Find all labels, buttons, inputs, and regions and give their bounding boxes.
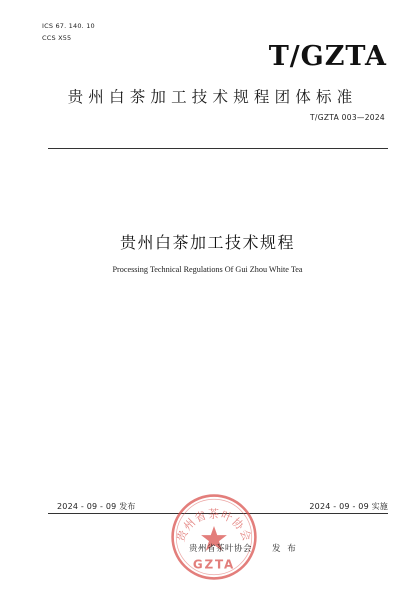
- issue-date: 2024 - 09 - 09 发布: [57, 502, 136, 511]
- standard-type-heading: 贵州白茶加工技术规程团体标准: [67, 88, 358, 106]
- publish-label: 发 布: [272, 544, 298, 554]
- publisher-name: 贵州省茶叶协会: [189, 544, 253, 554]
- official-seal-stamp: [168, 491, 260, 583]
- svg-text:贵州省茶叶协会: 贵州省茶叶协会: [174, 507, 254, 544]
- standard-code: T/GZTA: [268, 41, 387, 72]
- ics-code: ICS 67. 140. 10: [42, 22, 95, 30]
- svg-text:GZTA: GZTA: [192, 557, 236, 572]
- ccs-code: CCS X55: [42, 34, 72, 42]
- implementation-date: 2024 - 09 - 09 实施: [309, 502, 388, 511]
- document-title-chinese: 贵州白茶加工技术规程: [119, 233, 295, 252]
- standard-number: T/GZTA 003—2024: [310, 113, 385, 122]
- top-divider: [48, 148, 388, 149]
- document-title-english: Processing Technical Regulations Of Gui Zhou White Tea: [112, 265, 303, 274]
